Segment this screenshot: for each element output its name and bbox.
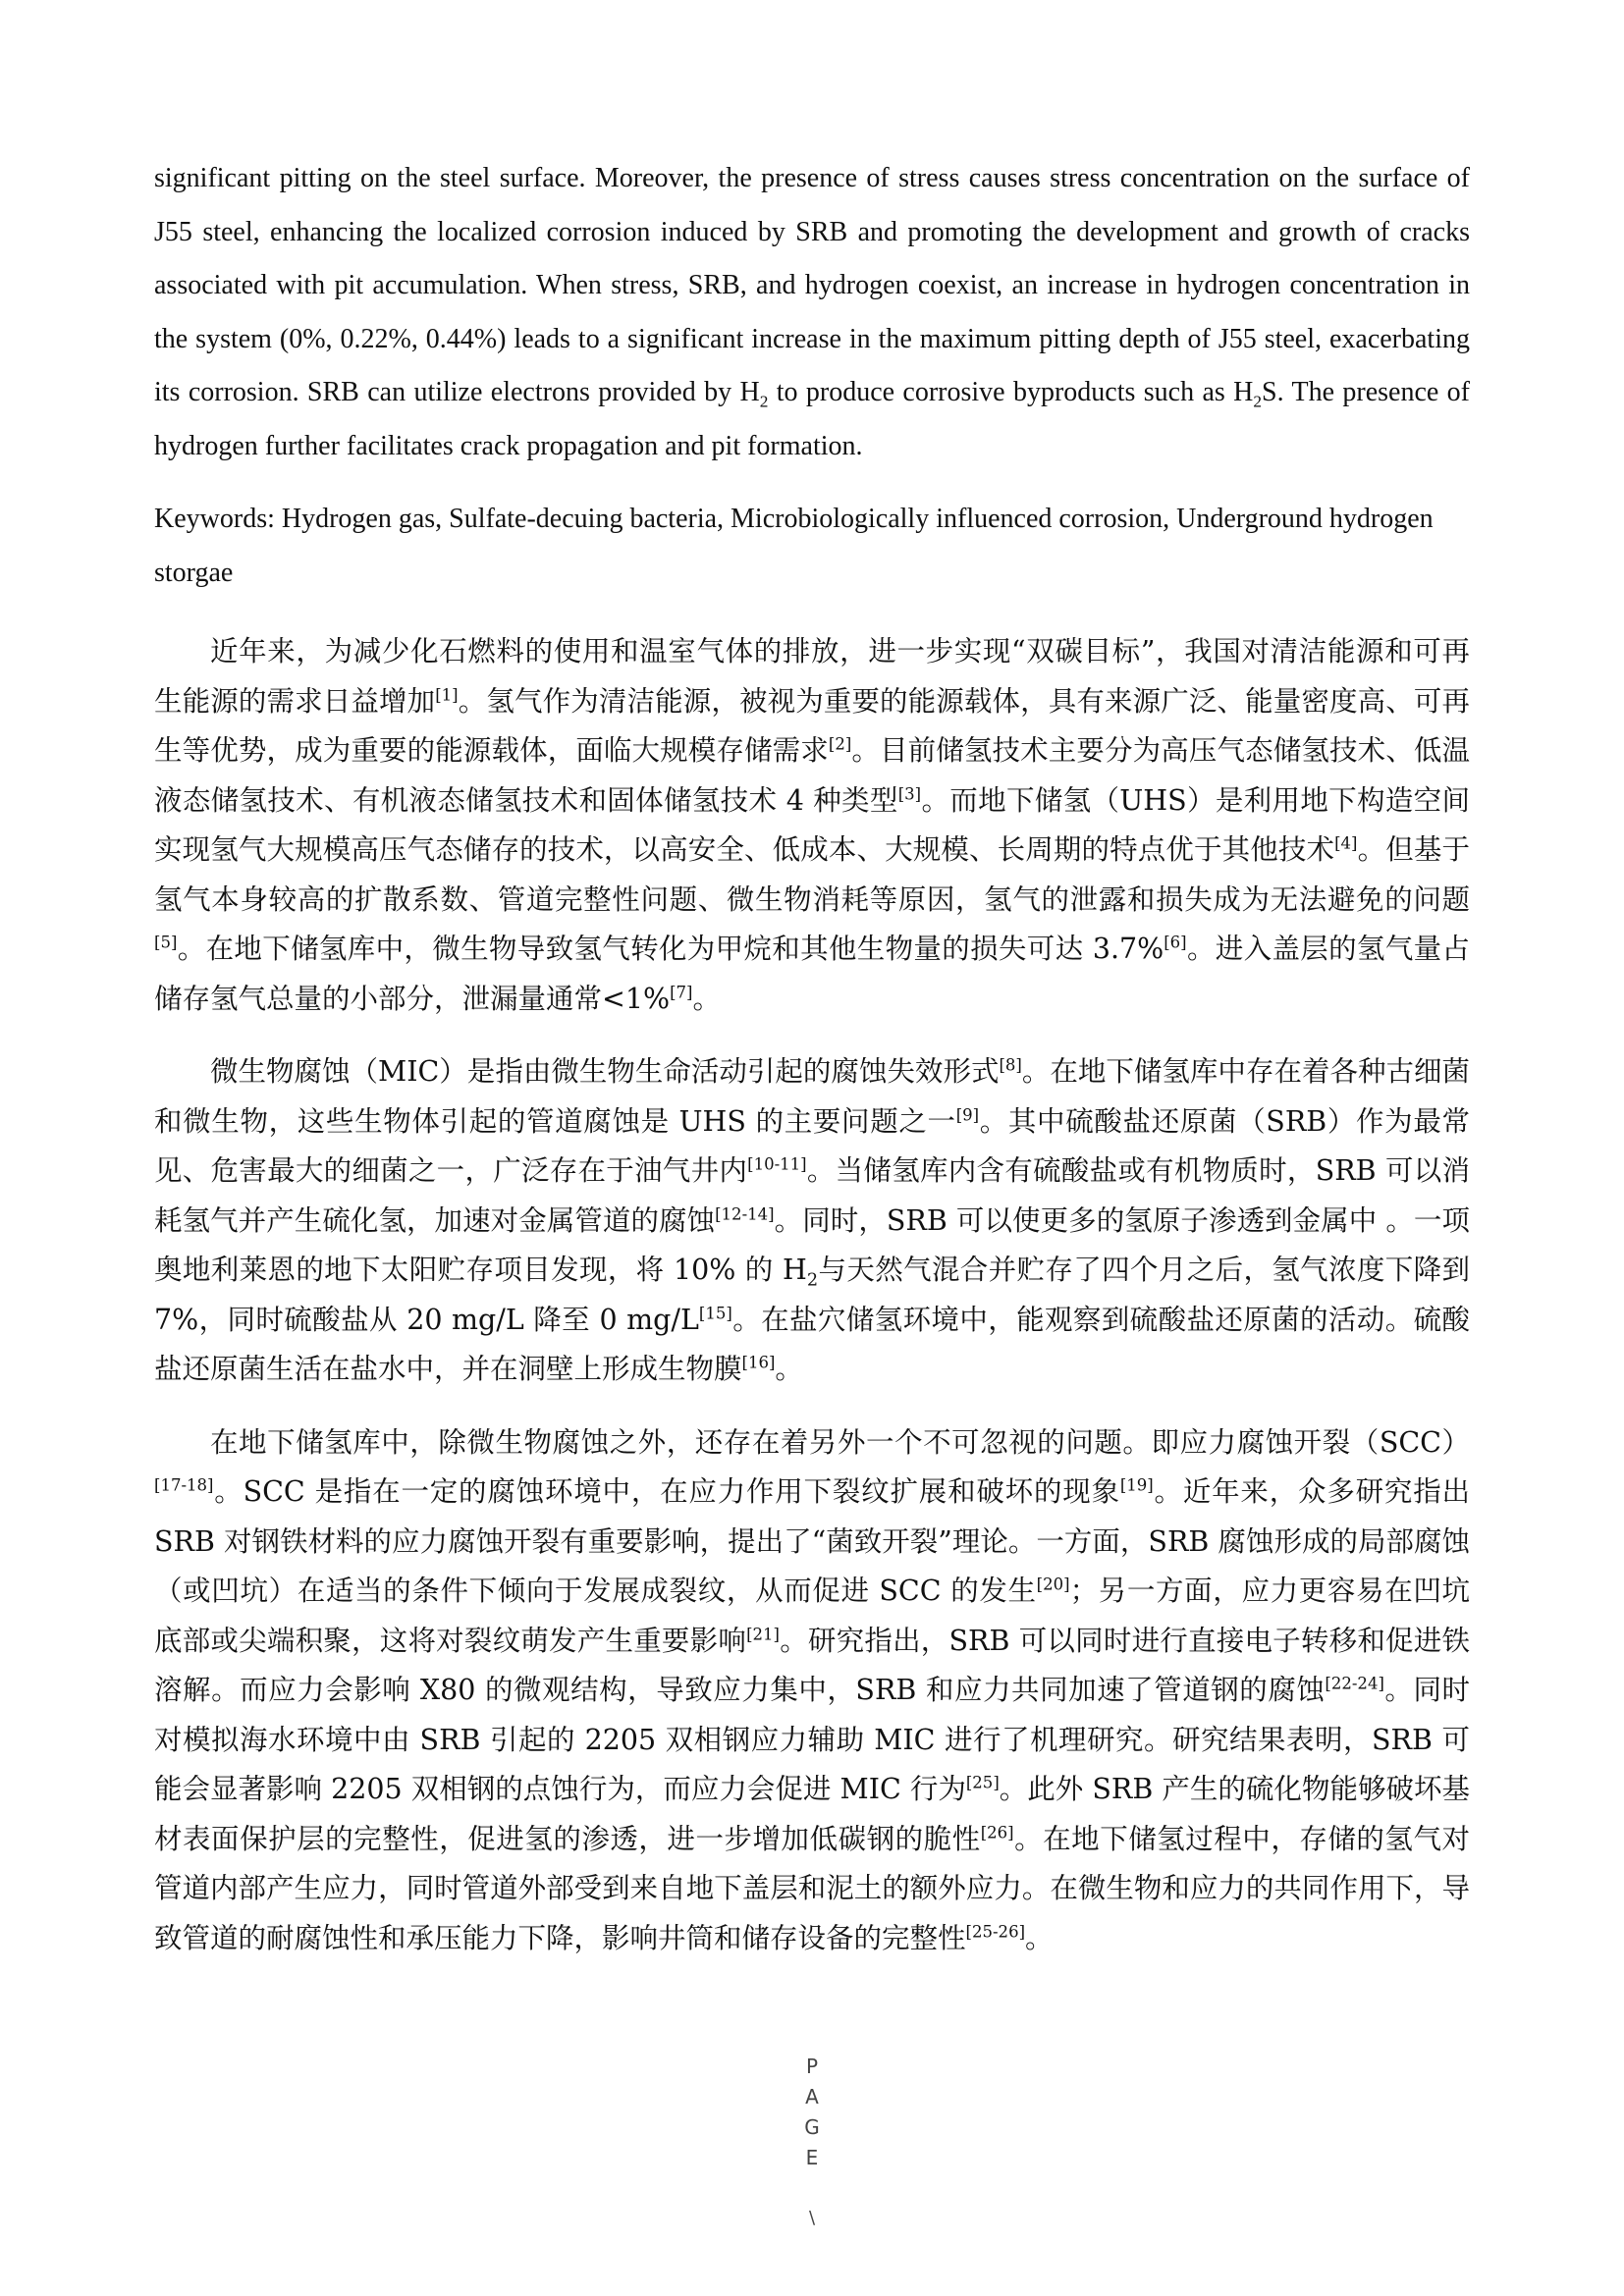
body-text: ；另一方面，应力更容易在凹坑底部或尖端积聚，这将对裂纹萌发产生重要影响 [154,1575,1470,1657]
body-text: 。但基于氢气本身较高的扩散系数、管道完整性问题、微生物消耗等原因，氢气的泄露和损失成为无法避免的问题 [154,833,1470,916]
body-text: 在地下储氢库中，除微生物腐蚀之外，还存在着另外一个不可忽视的问题。即应力腐蚀开裂（SCC） [210,1425,1470,1459]
citation: [21] [746,1625,780,1643]
subscript: 2 [1253,392,1263,411]
document-body [154,152,1470,1963]
citation: [17-18] [154,1475,214,1495]
body-text: 。此外 SRB 产生的硫化物能够破坏基材表面保护层的完整性，促进氢的渗透，进一步增加低碳钢的脆性 [154,1773,1471,1855]
citation: [2] [828,734,852,754]
page-field-tail: \ [808,2208,816,2228]
body-text: 与天然气混合并贮存了四个月之后，氢气浓度下降到 7%，同时硫酸盐从 20 mg/L 降至 0 mg/L [154,1254,1470,1336]
body-text: 。同时对模拟海水环境中由 SRB 引起的 2205 双相钢应力辅助 MIC 进行了机理研究。研究结果表明，SRB 可能会显著影响 2205 双相钢的点蚀行为，而应力会促进 MIC 行为 [154,1674,1470,1805]
citation: [5] [154,933,178,952]
body-text: 。进入盖层的氢气量占储存氢气总量的小部分，泄漏量通常<1% [154,933,1470,1015]
body-text: 。其中硫酸盐还原菌（SRB）作为最常见、危害最大的细菌之一，广泛存在于油气井内 [154,1104,1470,1187]
citation: [1] [435,685,459,704]
citation: [10-11] [747,1154,807,1174]
citation: [19] [1119,1475,1154,1495]
keywords-text: Hydrogen gas, Sulfate-decuing bacteria, Microbiologically influenced corrosion, Underground hydrogen storgae [154,504,1434,588]
body-text: 。 [692,982,722,1015]
body-text: 。在地下储氢库中存在着各种古细菌和微生物，这些生物体引起的管道腐蚀是 UHS 的主要问题之一 [154,1055,1470,1138]
body-text: 。氢气作为清洁能源，被视为重要的能源载体，具有来源广泛、能量密度高、可再生等优势，成为重要的能源载体，面临大规模存储需求 [154,684,1470,767]
body-text: 。SCC 是指在一定的腐蚀环境中，在应力作用下裂纹扩展和破坏的现象 [213,1475,1120,1508]
abstract-text: S. The presence of hydrogen further facilitates crack propagation and pit formation. [154,377,1470,461]
body-text: 。 [775,1353,803,1385]
body-paragraph-2 [154,1047,1470,1395]
citation: [25] [965,1773,1000,1792]
abstract-paragraph [154,152,1470,473]
citation: [15] [698,1304,732,1322]
body-text: 。目前储氢技术主要分为高压气态储氢技术、低温液态储氢技术、有机液态储氢技术和固体储氢技术 4 种类型 [154,734,1470,817]
citation: [20] [1036,1575,1070,1594]
citation: [26] [980,1823,1014,1842]
body-text: 。 [1025,1921,1054,1954]
body-text: 近年来，为减少化石燃料的使用和温室气体的排放，进一步实现“双碳目标”，我国对清洁能源和可再生能源的需求日益增加 [154,635,1470,718]
body-text: 微生物腐蚀（MIC）是指由微生物生命活动引起的腐蚀失效形式 [210,1055,1000,1088]
citation: [16] [741,1353,776,1372]
citation: [6] [1164,933,1187,952]
body-paragraph-1 [154,627,1470,1024]
body-text: 。当储氢库内含有硫酸盐或有机物质时，SRB 可以消耗氢气并产生硫化氢，加速对金属管道的腐蚀 [154,1154,1470,1237]
body-paragraph-3 [154,1418,1470,1964]
citation: [3] [897,784,922,803]
citation: [25-26] [965,1922,1026,1941]
body-text: 。而地下储氢（UHS）是利用地下构造空间实现氢气大规模高压气态储存的技术，以高安全、低成本、大规模、长周期的特点优于其他技术 [154,783,1470,866]
body-text: 。同时，SRB 可以使更多的氢原子渗透到金属中 。一项奥地利莱恩的地下太阳贮存项目发现，将 10% 的 H [154,1203,1470,1286]
body-text: 。在地下储氢过程中，存储的氢气对管道内部产生应力，同时管道外部受到来自地下盖层和泥土的额外应力。在微生物和应力的共同作用下，导致管道的耐腐蚀性和承压能力下降，影响井筒和储存设备的完整性 [154,1822,1470,1954]
page-field-letter: G [804,2115,820,2139]
body-text: 。研究指出，SRB 可以同时进行直接电子转移和促进铁溶解。而应力会影响 X80 的微观结构，导致应力集中，SRB 和应力共同加速了管道钢的腐蚀 [154,1624,1470,1706]
page-field-letter: E [805,2146,819,2169]
citation: [8] [999,1055,1022,1075]
keywords-label: Keywords: [154,504,282,534]
body-text: 。在盐穴储氢环境中，能观察到硫酸盐还原菌的活动。硫酸盐还原菌生活在盐水中，并在洞壁上形成生物膜 [154,1303,1470,1385]
body-text: 。在地下储氢库中，微生物导致氢气转化为甲烷和其他生物量的损失可达 3.7% [177,933,1164,965]
citation: [9] [955,1105,980,1124]
page-footer [0,2052,1624,2233]
citation: [12-14] [715,1204,775,1223]
abstract-text: to produce corrosive byproducts such as H [768,377,1254,407]
keywords [154,493,1470,600]
page-field-letter: A [805,2085,819,2109]
subscript: 2 [759,392,769,411]
citation: [7] [670,983,693,1001]
abstract-text: significant pitting on the steel surface. Moreover, the presence of stress causes stress concentration on the surface of J55 steel, enhancing the localized corrosion induced by SRB and promoting the development and growth of cracks associated with pit accumulation. When stress, SRB, and hydrogen coexist, an increase in hydrogen concentration in the system (0%, 0.22%, 0.44%) leads to a significant increase in the maximum pitting depth of J55 steel, exacerbating its corrosion. SRB can utilize electrons provided by H [154,163,1470,407]
subscript: 2 [806,1270,819,1291]
body-text: 。近年来，众多研究指出 SRB 对钢铁材料的应力腐蚀开裂有重要影响，提出了“菌致开裂”理论。一方面，SRB 腐蚀形成的局部腐蚀（或凹坑）在适当的条件下倾向于发展成裂纹，从而促进 SCC 的发生 [154,1475,1470,1607]
page-field-letter: P [805,2055,819,2078]
citation: [4] [1334,833,1358,853]
citation: [22-24] [1325,1674,1384,1693]
